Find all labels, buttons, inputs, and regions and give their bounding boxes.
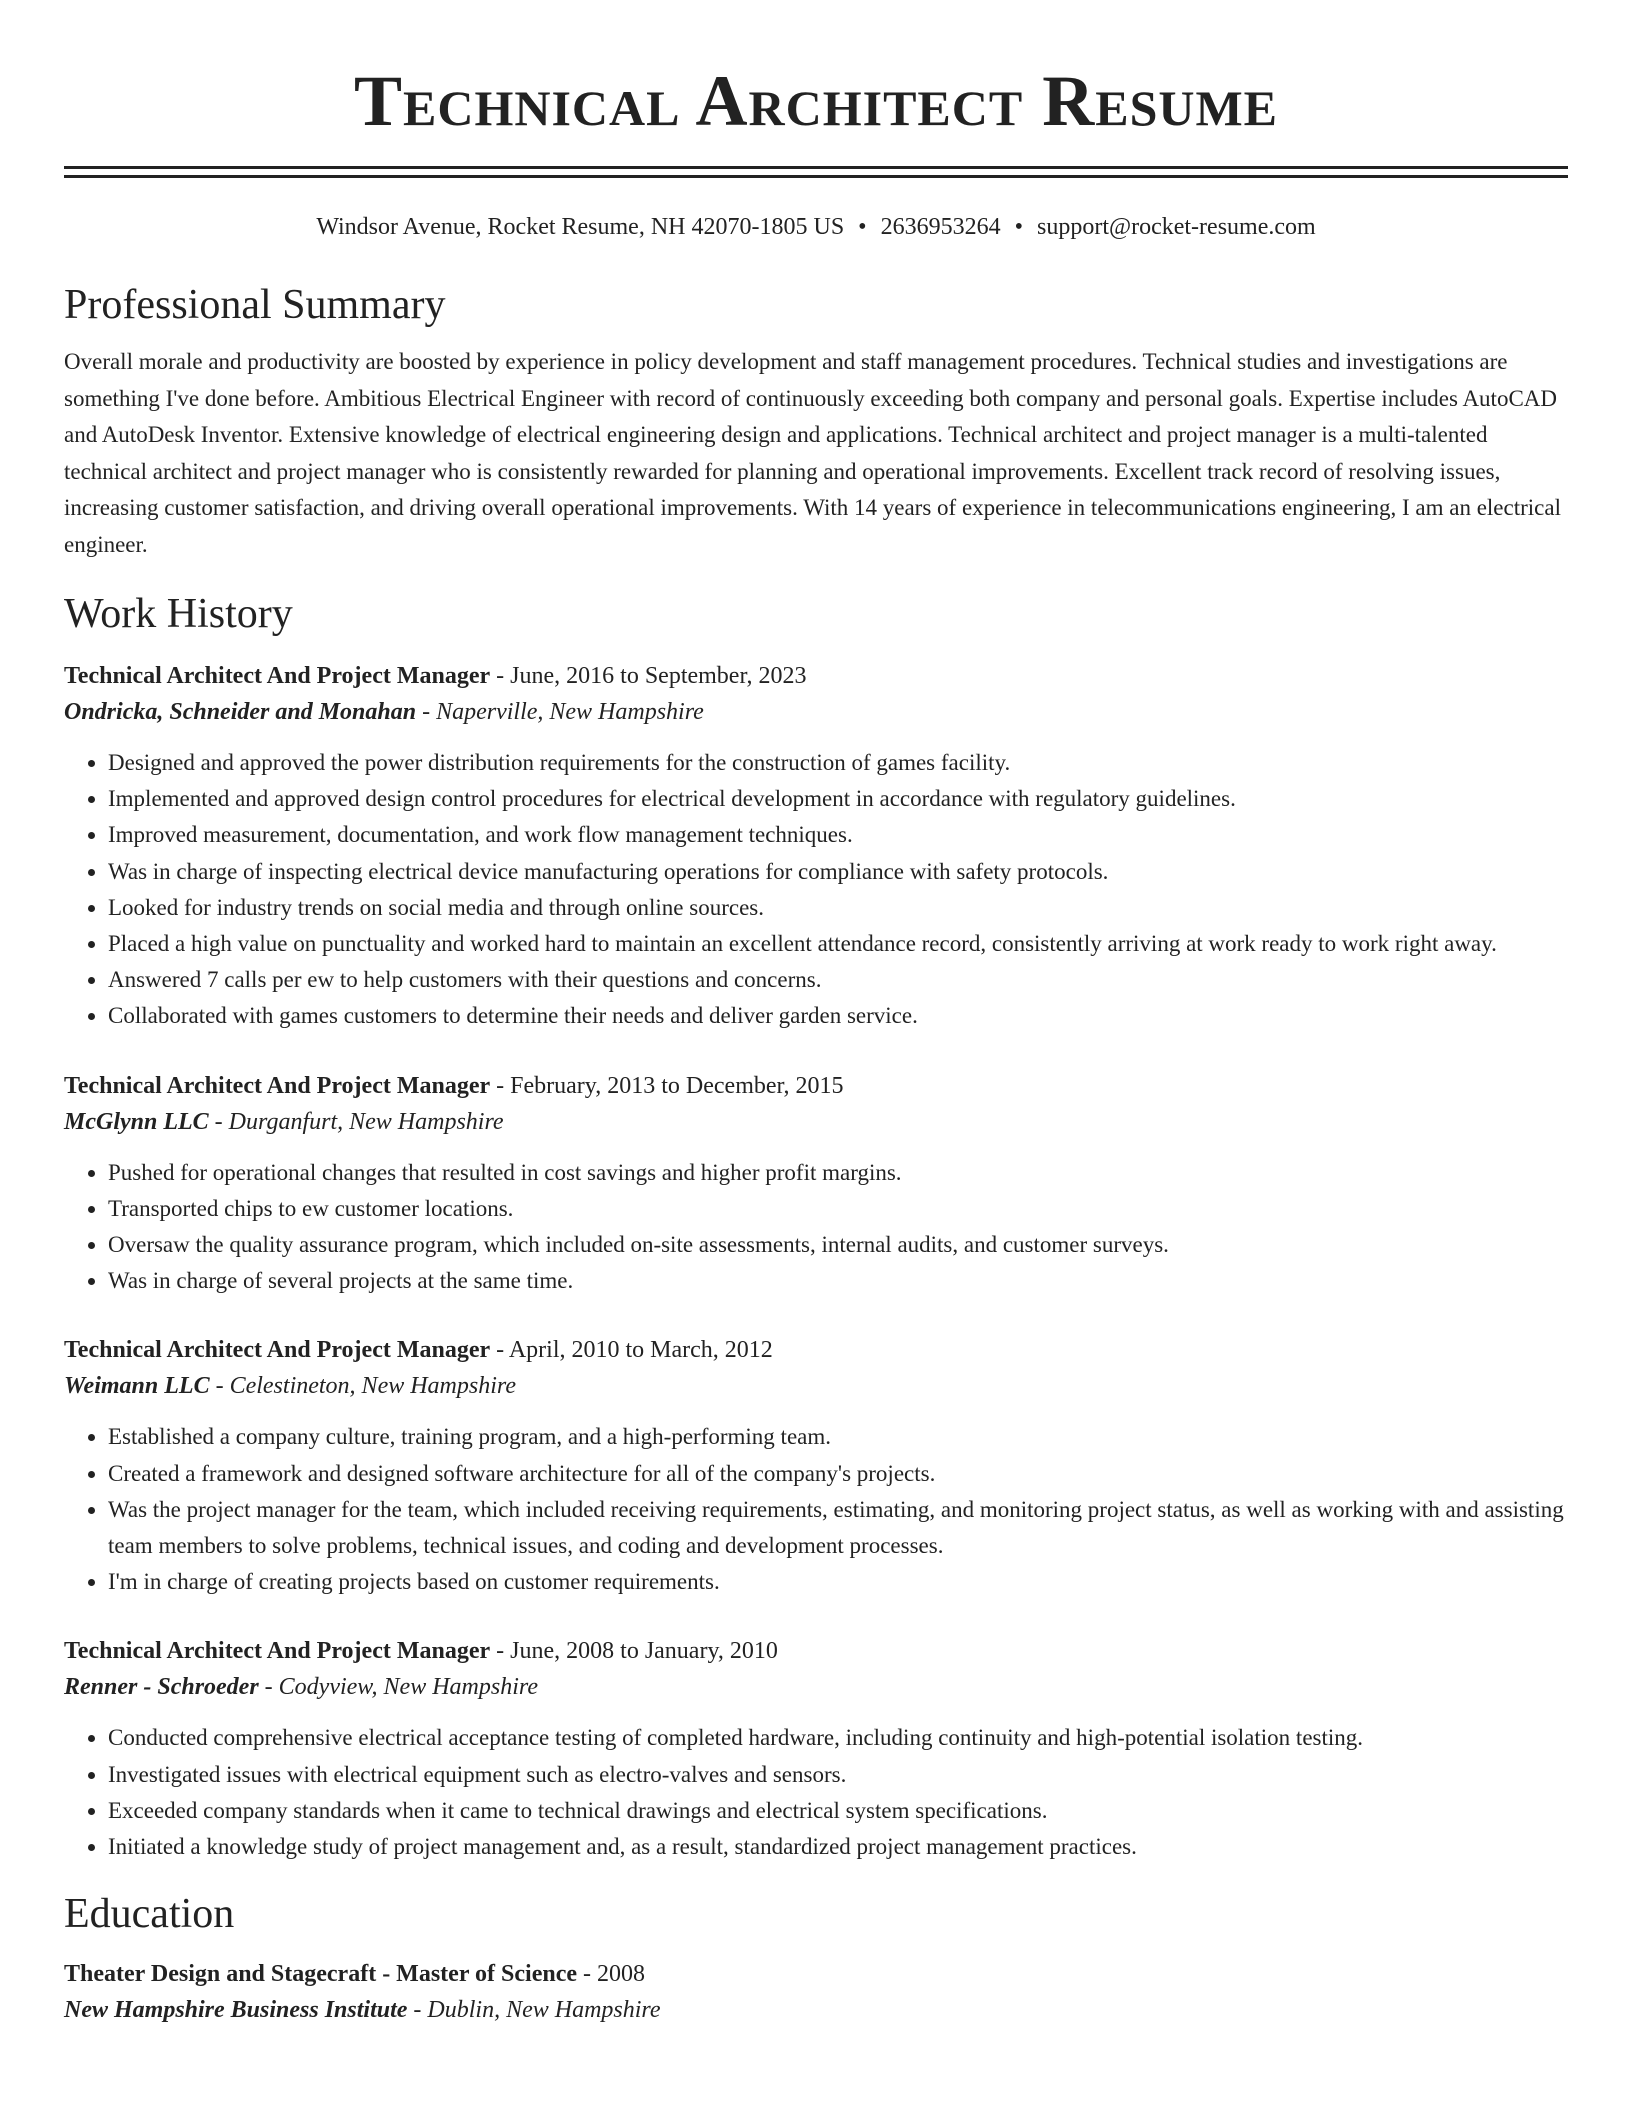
list-item: • Created a framework and designed software architecture for all of the company's projects. xyxy=(108,1456,1568,1492)
dash: - xyxy=(407,1997,428,2024)
contact-separator: • xyxy=(858,214,867,240)
summary-text: Overall morale and productivity are boosted by experience in policy development and staff management procedures. Technical studies and investigations are something I've done before. Ambitious Electrical Engineer with record of continuously exceeding both company and personal goals. Expertise includes AutoCAD and AutoDesk Inventor. Extensive knowledge of electrical engineering design and applications. Technical architect and project manager is a multi-talented technical architect and project manager who is consistently rewarded for planning and operational improvements. Excellent track record of resolving issues, increasing customer satisfaction, and driving overall operational improvements. With 14 years of experience in telecommunications engineering, I am an electrical engineer. xyxy=(64,349,1561,557)
summary-heading: Professional Summary xyxy=(64,282,446,328)
dash: - xyxy=(416,699,437,725)
job-company-line xyxy=(64,1367,1568,1405)
job-entry xyxy=(64,1069,1568,1300)
list-item: • Answered 7 calls per ew to help customers with their questions and concerns. xyxy=(108,962,1568,998)
dash: - xyxy=(490,1638,511,1665)
job-title: Technical Architect And Project Manager xyxy=(64,1638,491,1665)
job-location: Celestineton, New Hampshire xyxy=(229,1373,516,1400)
dash: - xyxy=(490,663,511,689)
job-bullets xyxy=(64,1155,1568,1300)
list-item: • Initiated a knowledge study of project management and, as a result, standardized project management practices. xyxy=(108,1829,1568,1865)
contact-separator: • xyxy=(1014,214,1023,240)
job-title: Technical Architect And Project Manager xyxy=(64,1337,491,1364)
list-item: • Implemented and approved design control procedures for electrical development in accordance with regulatory guidelines. xyxy=(108,781,1568,817)
degree: Theater Design and Stagecraft - Master of Science xyxy=(64,1961,577,1988)
job-entry xyxy=(64,1333,1568,1600)
job-location: Naperville, New Hampshire xyxy=(436,699,704,725)
dash: - xyxy=(490,1337,509,1364)
job-bullets xyxy=(64,1419,1568,1600)
list-item: • Conducted comprehensive electrical acceptance testing of completed hardware, including continuity and high-potential isolation testing. xyxy=(108,1720,1568,1756)
school-location: Dublin, New Hampshire xyxy=(427,1997,661,2024)
job-location: Codyview, New Hampshire xyxy=(278,1674,538,1701)
job-company-line xyxy=(64,1103,1568,1141)
job-title-line xyxy=(64,1333,1568,1367)
list-item: • Established a company culture, training program, and a high-performing team. xyxy=(108,1419,1568,1455)
work-history-heading: Work History xyxy=(64,591,293,637)
job-bullets xyxy=(64,745,1568,1035)
job-title: Technical Architect And Project Manager xyxy=(64,1072,491,1099)
list-item: • Transported chips to ew customer locations. xyxy=(108,1191,1568,1227)
contact-email: support@rocket-resume.com xyxy=(1036,214,1316,240)
job-company-line xyxy=(64,693,1568,731)
list-item: • Placed a high value on punctuality and worked hard to maintain an excellent attendance record, consistently arriving at work ready to work right away. xyxy=(108,926,1568,962)
dash: - xyxy=(577,1961,597,1988)
list-item: • Exceeded company standards when it came to technical drawings and electrical system specifications. xyxy=(108,1793,1568,1829)
list-item: • Was the project manager for the team, which included receiving requirements, estimating, and monitoring project status, as well as working with and assisting team members to solve problems, technical issues, and coding and development processes. xyxy=(108,1492,1568,1564)
school: New Hampshire Business Institute xyxy=(64,1997,408,2024)
job-company-line xyxy=(64,1668,1568,1706)
job-location: Durganfurt, New Hampshire xyxy=(228,1108,504,1135)
list-item: • Was in charge of several projects at the same time. xyxy=(108,1263,1568,1299)
list-item: • Oversaw the quality assurance program, which included on-site assessments, internal audits, and customer surveys. xyxy=(108,1227,1568,1263)
job-title: Technical Architect And Project Manager xyxy=(64,663,491,689)
school-line xyxy=(64,1991,1568,2029)
contact-line xyxy=(64,212,1568,242)
list-item: • Improved measurement, documentation, and work flow management techniques. xyxy=(108,817,1568,853)
contact-address: Windsor Avenue, Rocket Resume, NH 42070-1805 US xyxy=(316,214,845,240)
list-item: • Pushed for operational changes that resulted in cost savings and higher profit margins. xyxy=(108,1155,1568,1191)
contact-phone: 2636953264 xyxy=(880,214,1001,240)
job-title-line xyxy=(64,659,1568,693)
dash: - xyxy=(208,1108,229,1135)
job-company: Weimann LLC xyxy=(64,1373,210,1400)
job-entry xyxy=(64,1634,1568,1865)
list-item: • Collaborated with games customers to determine their needs and deliver garden service. xyxy=(108,998,1568,1034)
degree-year: 2008 xyxy=(597,1961,645,1988)
job-company: Ondricka, Schneider and Monahan xyxy=(64,699,417,725)
education-entry xyxy=(64,1957,1568,2029)
list-item: • Looked for industry trends on social media and through online sources. xyxy=(108,890,1568,926)
job-company: Renner - Schroeder xyxy=(64,1674,259,1701)
list-item: • Was in charge of inspecting electrical device manufacturing operations for compliance with safety protocols. xyxy=(108,854,1568,890)
list-item: • Investigated issues with electrical equipment such as electro-valves and sensors. xyxy=(108,1757,1568,1793)
job-title-line xyxy=(64,1069,1568,1103)
resume-title: Technical Architect Resume xyxy=(353,61,1279,141)
dash: - xyxy=(258,1674,279,1701)
job-dates: April, 2010 to March, 2012 xyxy=(508,1337,773,1364)
dash: - xyxy=(490,1072,511,1099)
education-heading: Education xyxy=(64,1891,235,1938)
job-dates: February, 2013 to December, 2015 xyxy=(510,1072,844,1099)
job-dates: June, 2016 to September, 2023 xyxy=(510,663,807,689)
dash: - xyxy=(209,1373,230,1400)
title-double-rule xyxy=(64,166,1568,178)
list-item: • Designed and approved the power distribution requirements for the construction of games facility. xyxy=(108,745,1568,781)
job-bullets xyxy=(64,1720,1568,1865)
job-entry xyxy=(64,659,1568,1035)
job-dates: June, 2008 to January, 2010 xyxy=(510,1638,778,1665)
degree-line xyxy=(64,1957,1568,1991)
job-title-line xyxy=(64,1634,1568,1668)
job-company: McGlynn LLC xyxy=(64,1108,209,1135)
list-item: • I'm in charge of creating projects based on customer requirements. xyxy=(108,1564,1568,1600)
